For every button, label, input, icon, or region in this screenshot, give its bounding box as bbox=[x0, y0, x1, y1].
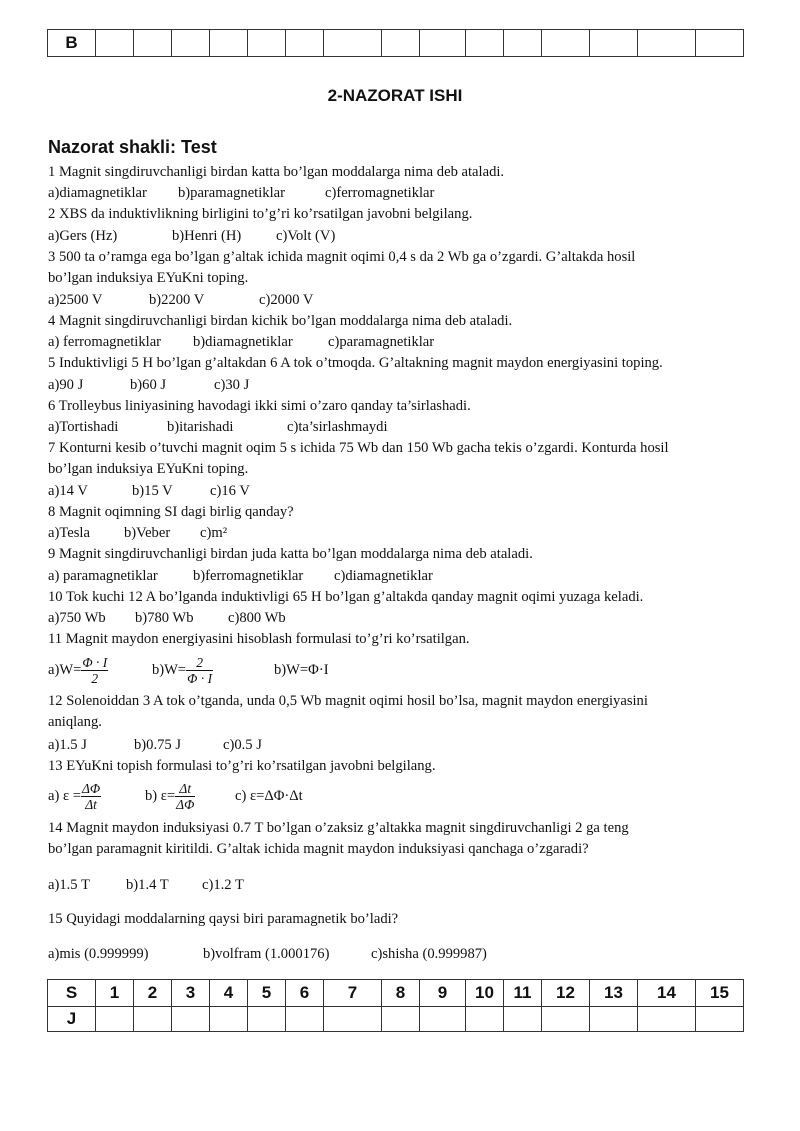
question-12-text-cont: aniqlang. bbox=[48, 714, 102, 730]
answer-cell[interactable] bbox=[590, 1007, 638, 1032]
question-2-options bbox=[48, 227, 335, 245]
header-cell: 11 bbox=[504, 980, 542, 1007]
answer-cell[interactable] bbox=[504, 30, 542, 57]
question-13-text: 13 EYuKni topish formulasi to’g’ri ko’rsatilgan javobni belgilang. bbox=[48, 758, 436, 774]
question-10-text: 10 Tok kuchi 12 A bo’lganda induktivligi 65 H bo’lgan g’altakda qanday magnit oqimi yuzaga keladi. bbox=[48, 589, 644, 605]
header-cell: 10 bbox=[466, 980, 504, 1007]
option-a[interactable]: a) ε = $\frac{\Delta\Phi}{\Delta t}$ bbox=[48, 781, 101, 813]
question-6-text: 6 Trolleybus liniyasining havodagi ikki simi o’zaro qanday ta’sirlashadi. bbox=[48, 398, 471, 414]
question-7-text: 7 Konturni kesib o’tuvchi magnit oqim 5 s ichida 75 Wb dan 150 Wb gacha tekis o’zgardi. Konturda hosil bbox=[48, 440, 669, 456]
answer-cell[interactable] bbox=[590, 30, 638, 57]
answer-cell[interactable] bbox=[504, 1007, 542, 1032]
option-c[interactable]: c)0.5 J bbox=[223, 737, 262, 753]
option-c[interactable]: c)2000 V bbox=[259, 292, 314, 308]
option-b[interactable]: b)W= $\frac{2}{\Phi \cdot I}$ bbox=[152, 655, 213, 687]
answer-cell[interactable] bbox=[286, 1007, 324, 1032]
option-a[interactable]: a)14 V bbox=[48, 483, 88, 499]
answer-cell[interactable] bbox=[324, 30, 382, 57]
option-a[interactable]: a)1.5 T bbox=[48, 877, 90, 893]
header-cell: 6 bbox=[286, 980, 324, 1007]
answer-cell[interactable] bbox=[248, 30, 286, 57]
header-cell: 7 bbox=[324, 980, 382, 1007]
option-c[interactable]: c)m² bbox=[200, 525, 228, 541]
question-14-options bbox=[48, 876, 244, 894]
header-cell: 14 bbox=[638, 980, 696, 1007]
answer-cell[interactable] bbox=[96, 1007, 134, 1032]
question-10-options bbox=[48, 609, 286, 627]
header-cell: 13 bbox=[590, 980, 638, 1007]
header-cell: 9 bbox=[420, 980, 466, 1007]
question-5-text: 5 Induktivligi 5 H bo’lgan g’altakdan 6 A tok o’tmoqda. G’altakning magnit maydon energiyasini toping. bbox=[48, 355, 663, 371]
option-c[interactable]: c)800 Wb bbox=[228, 610, 286, 626]
option-c[interactable]: c)ta’sirlashmaydi bbox=[287, 419, 388, 435]
answer-cell[interactable] bbox=[466, 30, 504, 57]
option-c[interactable]: c) ε=ΔΦ·Δt bbox=[235, 788, 303, 804]
option-a[interactable]: a) paramagnetiklar bbox=[48, 568, 158, 584]
page-title: 2-NAZORAT ISHI bbox=[327, 86, 463, 105]
table-answer-row bbox=[48, 1007, 744, 1032]
question-1-text: 1 Magnit singdiruvchanligi birdan katta bo’lgan moddalarga nima deb ataladi. bbox=[48, 164, 505, 180]
option-a[interactable]: a)2500 V bbox=[48, 292, 103, 308]
question-6-options bbox=[48, 418, 388, 436]
question-1-options bbox=[48, 184, 434, 202]
header-cell: 12 bbox=[542, 980, 590, 1007]
answer-cell[interactable] bbox=[696, 30, 744, 57]
header-cell: 3 bbox=[172, 980, 210, 1007]
option-a[interactable]: a)diamagnetiklar bbox=[48, 185, 147, 201]
question-3-text: 3 500 ta o’ramga ega bo’lgan g’altak ichida magnit oqimi 0,4 s da 2 Wb ga o’zgardi. G’altakda hosil bbox=[48, 249, 636, 265]
header-cell: 15 bbox=[696, 980, 744, 1007]
fraction: $\frac{\Delta\Phi}{\Delta t}$ bbox=[82, 781, 101, 813]
option-b[interactable]: b)780 Wb bbox=[135, 610, 194, 626]
answer-cell[interactable] bbox=[96, 30, 134, 57]
option-a[interactable]: a)mis (0.999999) bbox=[48, 946, 149, 962]
answer-cell[interactable] bbox=[248, 1007, 286, 1032]
answer-cell[interactable] bbox=[696, 1007, 744, 1032]
question-7-text-cont: bo’lgan induksiya EYuKni toping. bbox=[48, 461, 249, 477]
option-b[interactable]: b)0.75 J bbox=[134, 737, 182, 753]
option-b[interactable]: b)15 V bbox=[132, 483, 173, 499]
answer-cell[interactable] bbox=[172, 1007, 210, 1032]
question-13-options bbox=[48, 779, 303, 813]
option-a[interactable]: a)1.5 J bbox=[48, 737, 87, 753]
option-a[interactable]: a)Gers (Hz) bbox=[48, 228, 118, 244]
header-cell: 5 bbox=[248, 980, 286, 1007]
top-answer-table bbox=[47, 29, 744, 57]
answer-cell[interactable] bbox=[466, 1007, 504, 1032]
option-a[interactable]: a)90 J bbox=[48, 377, 84, 393]
header-cell: S bbox=[48, 980, 96, 1007]
option-a[interactable]: a)Tortishadi bbox=[48, 419, 119, 435]
header-cell: 8 bbox=[382, 980, 420, 1007]
fraction: $\frac{\Delta t}{\Delta\Phi}$ bbox=[176, 781, 195, 813]
question-12-text: 12 Solenoiddan 3 A tok o’tganda, unda 0,5 Wb magnit oqimi hosil bo’lsa, magnit maydon energiyasini bbox=[48, 693, 648, 709]
table-label-cell: B bbox=[48, 30, 96, 57]
option-b[interactable]: b)ferromagnetiklar bbox=[193, 568, 304, 584]
question-15-options bbox=[48, 945, 487, 963]
question-4-options bbox=[48, 333, 434, 351]
option-b[interactable]: b)2200 V bbox=[149, 292, 205, 308]
option-b[interactable]: b)itarishadi bbox=[167, 419, 234, 435]
row-label-cell: J bbox=[48, 1007, 96, 1032]
option-a[interactable]: a)Tesla bbox=[48, 525, 90, 541]
question-15-text: 15 Quyidagi moddalarning qaysi biri paramagnetik bo’ladi? bbox=[48, 911, 399, 927]
answer-cell[interactable] bbox=[638, 1007, 696, 1032]
option-c[interactable]: c)shisha (0.999987) bbox=[371, 946, 487, 962]
option-c[interactable]: c)ferromagnetiklar bbox=[325, 185, 435, 201]
option-c[interactable]: c)paramagnetiklar bbox=[328, 334, 435, 350]
question-9-text: 9 Magnit singdiruvchanligi birdan juda katta bo’lgan moddalarga nima deb ataladi. bbox=[48, 546, 533, 562]
fraction: $\frac{2}{\Phi \cdot I}$ bbox=[187, 655, 213, 687]
answer-cell[interactable] bbox=[542, 30, 590, 57]
option-c[interactable]: c)16 V bbox=[210, 483, 250, 499]
question-5-options bbox=[48, 376, 249, 394]
question-14-text: 14 Magnit maydon induksiyasi 0.7 T bo’lgan o’zaksiz g’altakka magnit singdiruvchanligi 2 ga teng bbox=[48, 820, 629, 836]
answer-cell[interactable] bbox=[420, 1007, 466, 1032]
question-2-text: 2 XBS da induktivlikning birligini to’g’ri ko’rsatilgan javobni belgilang. bbox=[48, 206, 473, 222]
question-3-options bbox=[48, 291, 313, 309]
section-subtitle: Nazorat shakli: Test bbox=[48, 137, 217, 157]
fraction: $\frac{\Phi \cdot I}{2}$ bbox=[82, 655, 108, 687]
table-header-row bbox=[48, 980, 744, 1007]
question-9-options bbox=[48, 567, 433, 585]
answer-cell[interactable] bbox=[638, 30, 696, 57]
question-8-options bbox=[48, 524, 227, 542]
option-b[interactable]: b) ε= $\frac{\Delta t}{\Delta\Phi}$ bbox=[145, 781, 195, 813]
option-c[interactable]: c)30 J bbox=[214, 377, 250, 393]
answer-cell[interactable] bbox=[134, 30, 172, 57]
option-a[interactable]: a)750 Wb bbox=[48, 610, 106, 626]
question-14-text-cont: bo’lgan paramagnit kiritildi. G’altak ichida magnit maydon induksiyasi qanchaga o’zgaradi? bbox=[48, 841, 589, 857]
question-12-options bbox=[48, 736, 262, 754]
question-11-options bbox=[48, 653, 329, 687]
option-c[interactable]: b)W=Φ·I bbox=[274, 662, 329, 678]
answer-cell[interactable] bbox=[172, 30, 210, 57]
answer-cell[interactable] bbox=[324, 1007, 382, 1032]
option-b[interactable]: b)Henri (H) bbox=[172, 228, 242, 244]
option-b[interactable]: b)60 J bbox=[130, 377, 167, 393]
bottom-answer-table bbox=[47, 979, 744, 1032]
answer-cell[interactable] bbox=[286, 30, 324, 57]
answer-cell[interactable] bbox=[382, 1007, 420, 1032]
answer-cell[interactable] bbox=[134, 1007, 172, 1032]
question-8-text: 8 Magnit oqimning SI dagi birlig qanday? bbox=[48, 504, 294, 520]
question-4-text: 4 Magnit singdiruvchanligi birdan kichik bo’lgan moddalarga nima deb ataladi. bbox=[48, 313, 513, 329]
answer-cell[interactable] bbox=[210, 30, 248, 57]
option-a[interactable]: a)W= $\frac{\Phi \cdot I}{2}$ bbox=[48, 655, 108, 687]
header-cell: 2 bbox=[134, 980, 172, 1007]
answer-cell[interactable] bbox=[542, 1007, 590, 1032]
question-11-text: 11 Magnit maydon energiyasini hisoblash formulasi to’g’ri ko’rsatilgan. bbox=[48, 631, 470, 647]
option-a[interactable]: a) ferromagnetiklar bbox=[48, 334, 162, 350]
question-7-options bbox=[48, 482, 250, 500]
question-3-text-cont: bo’lgan induksiya EYuKni toping. bbox=[48, 270, 249, 286]
option-c[interactable]: c)Volt (V) bbox=[276, 228, 336, 244]
answer-cell[interactable] bbox=[420, 30, 466, 57]
option-b[interactable]: b)paramagnetiklar bbox=[178, 185, 285, 201]
option-b[interactable]: b)1.4 T bbox=[126, 877, 169, 893]
header-cell: 1 bbox=[96, 980, 134, 1007]
option-b[interactable]: b)Veber bbox=[124, 525, 171, 541]
option-c[interactable]: c)1.2 T bbox=[202, 877, 244, 893]
option-b[interactable]: b)volfram (1.000176) bbox=[203, 946, 330, 962]
answer-cell[interactable] bbox=[210, 1007, 248, 1032]
answer-cell[interactable] bbox=[382, 30, 420, 57]
option-b[interactable]: b)diamagnetiklar bbox=[193, 334, 293, 350]
option-c[interactable]: c)diamagnetiklar bbox=[334, 568, 433, 584]
header-cell: 4 bbox=[210, 980, 248, 1007]
